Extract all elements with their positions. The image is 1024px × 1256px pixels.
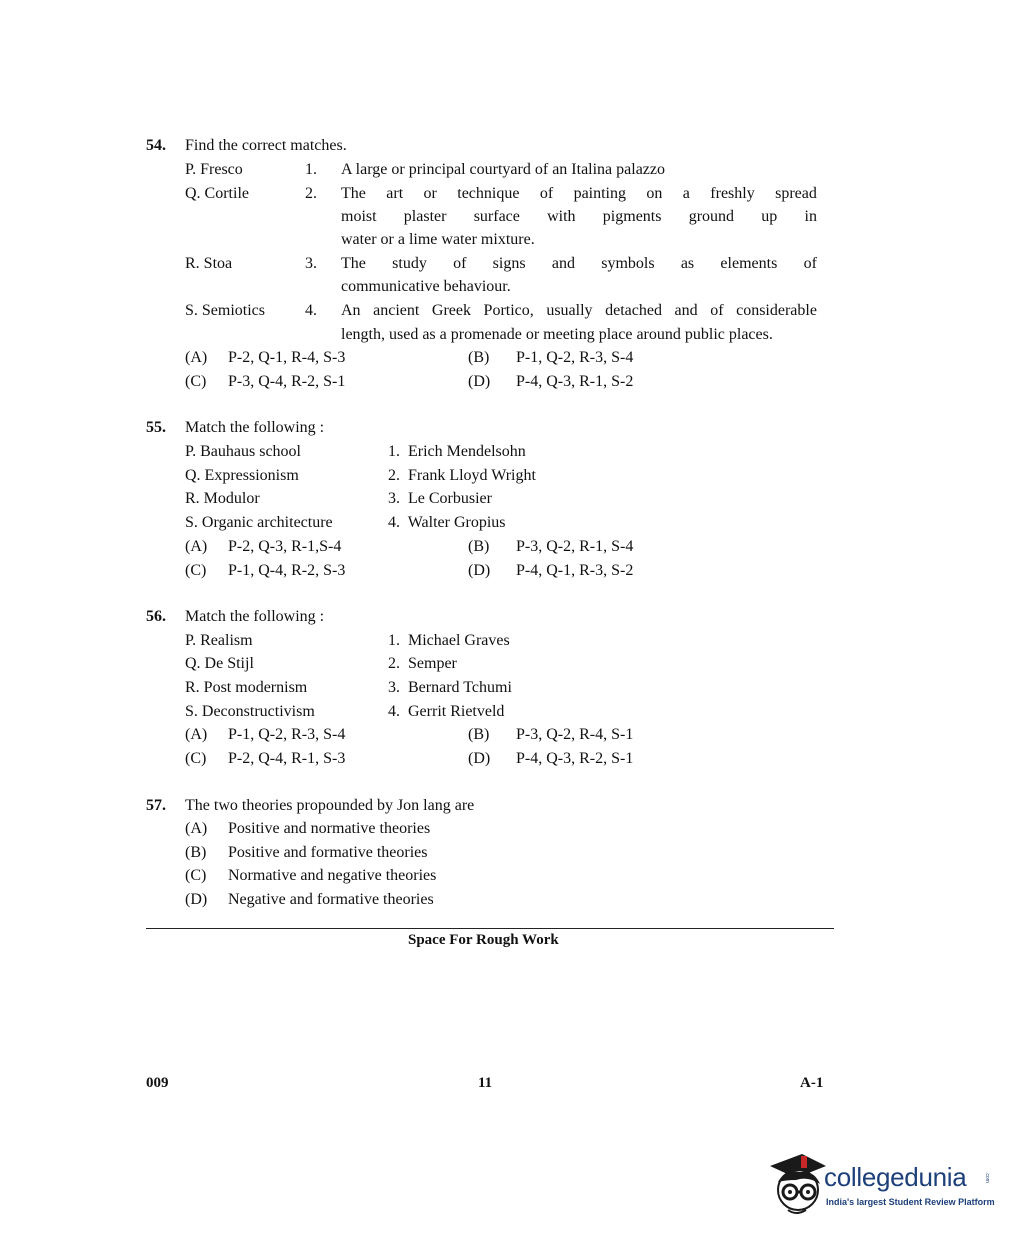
match-right-item: 2. Frank Lloyd Wright bbox=[388, 467, 536, 484]
option-label[interactable]: (B) bbox=[468, 538, 490, 555]
option-label[interactable]: (B) bbox=[468, 726, 490, 743]
option-text[interactable]: P-1, Q-2, R-3, S-4 bbox=[516, 349, 634, 366]
match-right-item-line: The study of signs and symbols as elements of bbox=[341, 255, 817, 272]
rough-work-heading: Space For Rough Work bbox=[408, 932, 559, 948]
match-left-item: R. Stoa bbox=[185, 255, 233, 272]
option-text[interactable]: Positive and normative theories bbox=[228, 820, 431, 837]
option-text[interactable]: Negative and formative theories bbox=[228, 891, 434, 908]
match-right-item: 4. Gerrit Rietveld bbox=[388, 703, 505, 720]
match-right-item: 2. Semper bbox=[388, 655, 457, 672]
option-text[interactable]: Normative and negative theories bbox=[228, 867, 437, 884]
option-text[interactable]: P-4, Q-3, R-1, S-2 bbox=[516, 373, 634, 390]
option-label[interactable]: (D) bbox=[468, 750, 491, 767]
option-text[interactable]: P-2, Q-1, R-4, S-3 bbox=[228, 349, 346, 366]
match-left-item: P. Bauhaus school bbox=[185, 443, 301, 460]
option-text[interactable]: Positive and formative theories bbox=[228, 844, 428, 861]
option-text[interactable]: P-1, Q-2, R-3, S-4 bbox=[228, 726, 346, 743]
match-left-item: S. Deconstructivism bbox=[185, 703, 315, 720]
brand-tagline: India's largest Student Review Platform bbox=[826, 1197, 995, 1207]
page-number: 11 bbox=[478, 1075, 493, 1091]
match-left-item: R. Modulor bbox=[185, 490, 260, 507]
question-stem: The two theories propounded by Jon lang are bbox=[185, 797, 475, 814]
match-right-item: A large or principal courtyard of an Italina palazzo bbox=[341, 161, 666, 178]
match-left-item: P. Fresco bbox=[185, 161, 243, 178]
question-number: 55. bbox=[146, 419, 166, 436]
match-left-item: S. Organic architecture bbox=[185, 514, 333, 531]
match-right-number: 3. bbox=[305, 255, 317, 272]
option-text[interactable]: P-3, Q-4, R-2, S-1 bbox=[228, 373, 346, 390]
match-right-number: 1. bbox=[305, 161, 317, 178]
option-label[interactable]: (C) bbox=[185, 750, 207, 767]
match-left-item: Q. Expressionism bbox=[185, 467, 299, 484]
question-stem: Match the following : bbox=[185, 419, 325, 436]
option-text[interactable]: P-2, Q-4, R-1, S-3 bbox=[228, 750, 346, 767]
section-divider bbox=[146, 928, 834, 929]
option-label[interactable]: (C) bbox=[185, 562, 207, 579]
option-text[interactable]: P-2, Q-3, R-1,S-4 bbox=[228, 538, 342, 555]
match-right-item: 1. Erich Mendelsohn bbox=[388, 443, 526, 460]
footer-set: A-1 bbox=[800, 1075, 824, 1091]
option-label[interactable]: (A) bbox=[185, 538, 208, 555]
question-number: 57. bbox=[146, 797, 166, 814]
match-right-item-line: water or a lime water mixture. bbox=[341, 231, 535, 248]
match-left-item: S. Semiotics bbox=[185, 302, 266, 319]
footer-code: 009 bbox=[146, 1075, 169, 1091]
match-right-item: 3. Le Corbusier bbox=[388, 490, 492, 507]
option-text[interactable]: P-3, Q-2, R-1, S-4 bbox=[516, 538, 634, 555]
match-right-number: 4. bbox=[305, 302, 317, 319]
match-left-item: P. Realism bbox=[185, 632, 253, 649]
match-right-item: 4. Walter Gropius bbox=[388, 514, 506, 531]
option-label[interactable]: (D) bbox=[185, 891, 208, 908]
match-right-item-line: communicative behaviour. bbox=[341, 278, 511, 295]
option-text[interactable]: P-3, Q-2, R-4, S-1 bbox=[516, 726, 634, 743]
match-right-item-line: An ancient Greek Portico, usually detached and of considerable bbox=[341, 302, 817, 319]
option-label[interactable]: (C) bbox=[185, 867, 207, 884]
match-left-item: R. Post modernism bbox=[185, 679, 308, 696]
match-right-number: 2. bbox=[305, 185, 317, 202]
match-right-item: 3. Bernard Tchumi bbox=[388, 679, 512, 696]
option-label[interactable]: (C) bbox=[185, 373, 207, 390]
option-label[interactable]: (A) bbox=[185, 349, 208, 366]
match-right-item-line: length, used as a promenade or meeting place around public places. bbox=[341, 326, 773, 343]
option-text[interactable]: P-4, Q-3, R-2, S-1 bbox=[516, 750, 634, 767]
option-label[interactable]: (B) bbox=[185, 844, 207, 861]
option-label[interactable]: (D) bbox=[468, 562, 491, 579]
match-left-item: Q. De Stijl bbox=[185, 655, 254, 672]
option-label[interactable]: (D) bbox=[468, 373, 491, 390]
question-stem: Match the following : bbox=[185, 608, 325, 625]
question-number: 56. bbox=[146, 608, 166, 625]
match-right-item-line: moist plaster surface with pigments ground up in bbox=[341, 208, 817, 225]
question-stem: Find the correct matches. bbox=[185, 137, 347, 154]
match-right-item: 1. Michael Graves bbox=[388, 632, 510, 649]
option-label[interactable]: (A) bbox=[185, 726, 208, 743]
option-text[interactable]: P-1, Q-4, R-2, S-3 bbox=[228, 562, 346, 579]
question-number: 54. bbox=[146, 137, 166, 154]
brand-name[interactable]: collegedunia bbox=[824, 1162, 967, 1192]
match-right-item-line: The art or technique of painting on a freshly spread bbox=[341, 185, 817, 202]
match-left-item: Q. Cortile bbox=[185, 185, 249, 202]
option-text[interactable]: P-4, Q-1, R-3, S-2 bbox=[516, 562, 634, 579]
option-label[interactable]: (B) bbox=[468, 349, 490, 366]
option-label[interactable]: (A) bbox=[185, 820, 208, 837]
brand-domain-suffix: .com bbox=[984, 1172, 990, 1183]
